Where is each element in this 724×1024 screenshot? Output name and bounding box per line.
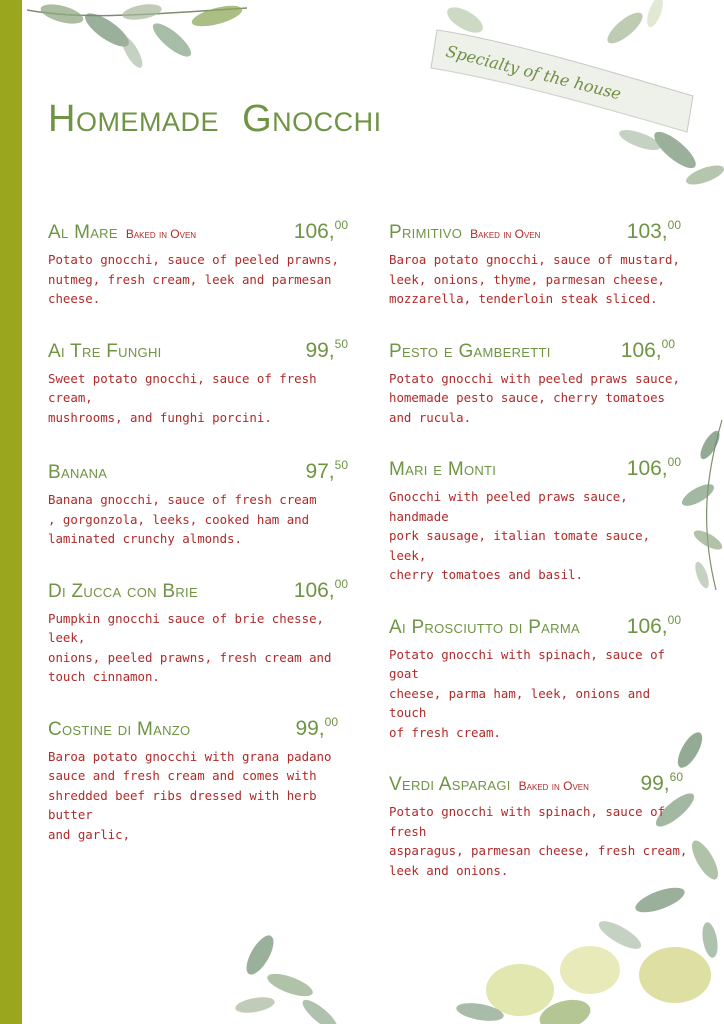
- item-price: 103,00: [626, 218, 681, 243]
- menu-item: [48, 336, 348, 428]
- item-tag: Baked in Oven: [518, 779, 589, 793]
- item-name: Primitivo Baked in Oven: [389, 222, 541, 243]
- ribbon-banner-icon: [425, 0, 724, 210]
- item-price: 99,50: [305, 336, 348, 362]
- item-description: Potato gnocchi with spinach, sauce of fresh asparagus, parmesan cheese, fresh cream, leek and onions.: [389, 804, 688, 878]
- item-name: Pesto e Gamberetti: [389, 340, 551, 362]
- menu-item: [48, 576, 348, 687]
- title-word-1: Homemade: [48, 98, 219, 140]
- item-price: 99,60: [640, 770, 683, 795]
- menu-item: [48, 220, 348, 309]
- item-name: Al Mare Baked in Oven: [48, 222, 197, 243]
- menu-item: [389, 772, 689, 880]
- item-price: 106,00: [620, 336, 675, 362]
- item-description: Gnocchi with peeled praws sauce, handmade pork sausage, italian tomate sauce, leek, cherry tomatoes and basil.: [389, 489, 651, 582]
- ribbon-text: Specialty of the house: [444, 41, 624, 104]
- menu-item: [389, 612, 689, 743]
- item-tag: Baked in Oven: [470, 227, 541, 241]
- item-name: Costine di Manzo: [48, 718, 191, 740]
- item-description: Pumpkin gnocchi sauce of brie chesse, leek, onions, peeled prawns, fresh cream and touch cinnamon.: [48, 610, 332, 684]
- item-price: 97,50: [305, 458, 348, 483]
- item-description: Baroa potato gnocchi with grana padano sauce and fresh cream and comes with shredded beef ribs dressed with herb butter and garlic,: [48, 748, 332, 842]
- item-price: 106,00: [626, 455, 681, 480]
- menu-item: [389, 336, 689, 428]
- item-name: Verdi Asparagi Baked in Oven: [389, 774, 589, 795]
- item-name: Di Zucca con Brie: [48, 580, 198, 602]
- item-price: 106,00: [626, 612, 681, 638]
- menu-column-left: [48, 220, 348, 876]
- item-name: Ai Prosciutto di Parma: [389, 616, 580, 638]
- item-price: 106,00: [293, 576, 348, 602]
- title-word-2: Gnocchi: [242, 98, 382, 140]
- menu-item: [389, 220, 689, 309]
- item-description: Potato gnocchi with spinach, sauce of goat cheese, parma ham, leek, onions and touch of fresh cream.: [389, 646, 666, 740]
- menu-column-right: [389, 220, 689, 912]
- item-price: 106,00: [293, 218, 348, 243]
- item-description: Sweet potato gnocchi, sauce of fresh cream, mushrooms, and funghi porcini.: [48, 370, 317, 425]
- item-description: Banana gnocchi, sauce of fresh cream , gorgonzola, leeks, cooked ham and laminated crunchy almonds.: [48, 492, 317, 546]
- item-name: Ai Tre Funghi: [48, 340, 162, 362]
- item-description: Baroa potato gnocchi, sauce of mustard, leek, onions, thyme, parmesan cheese, mozzarella, tenderloin steak sliced.: [389, 252, 680, 306]
- menu-item: [48, 714, 348, 845]
- item-price: 99,00: [295, 714, 338, 740]
- item-name: Mari e Monti: [389, 459, 497, 480]
- menu-item: [48, 460, 348, 549]
- item-description: Potato gnocchi with peeled praws sauce, homemade pesto sauce, cherry tomatoes and rucula.: [389, 370, 680, 425]
- leaf-branch-icon: [22, 0, 252, 80]
- menu-item: [389, 457, 689, 585]
- accent-bar: [0, 0, 22, 1024]
- item-tag: Baked in Oven: [125, 227, 197, 241]
- item-description: Potato gnocchi, sauce of peeled prawns, nutmeg, fresh cream, leek and parmesan cheese.: [48, 252, 339, 306]
- item-name: Banana: [48, 462, 108, 483]
- page-title: [48, 98, 382, 141]
